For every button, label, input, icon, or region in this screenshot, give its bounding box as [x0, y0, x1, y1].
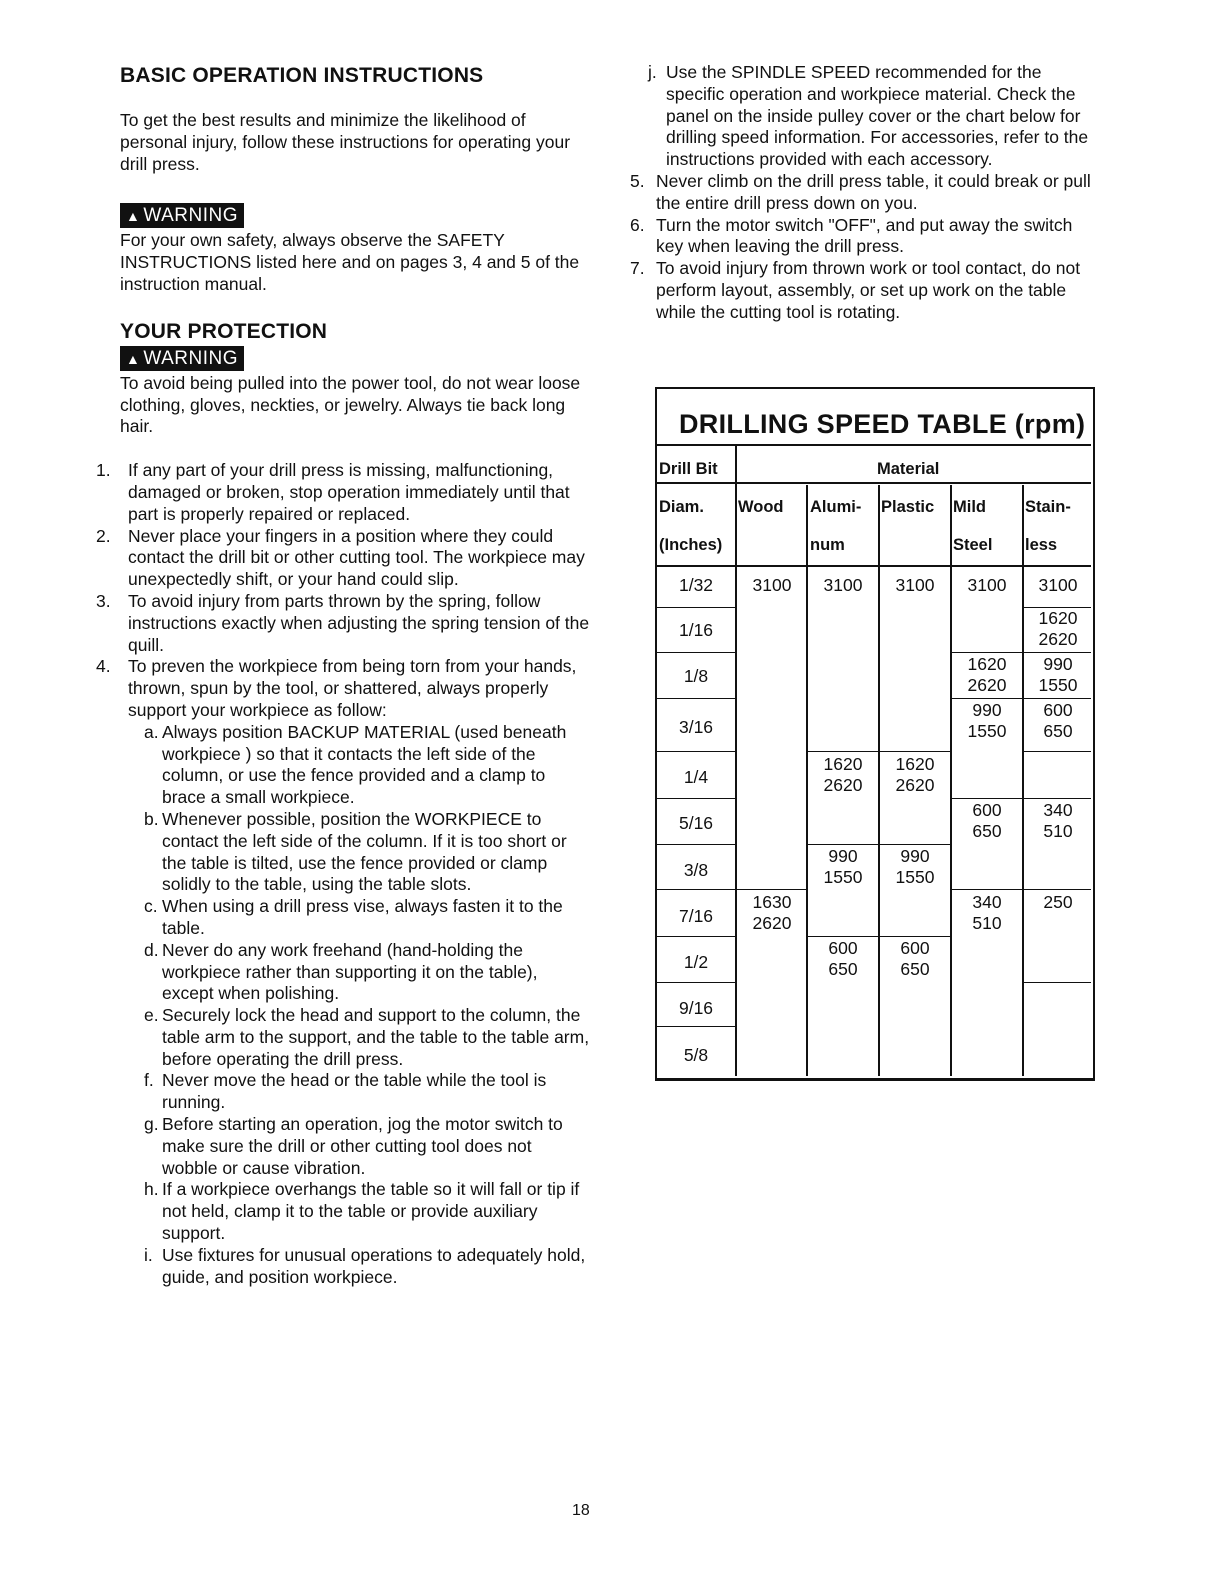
speed-value: 3100 — [752, 575, 792, 595]
list-item: 1. If any part of your drill press is missing, malfunctioning, damaged or broken, stop operation immediately until that part is properly repaired or replaced. — [96, 460, 570, 524]
list-item: 4. To preven the workpiece from being torn from your hands, thrown, spun by the tool, or shattered, always properly support your workpiece as follow: — [96, 656, 577, 720]
size-label: 9/16 — [678, 998, 714, 1018]
header-stainless-2: less — [1025, 536, 1058, 554]
speed-value: 600 — [972, 800, 1002, 820]
size-label: 1/4 — [683, 767, 709, 787]
speed-value: 2620 — [752, 913, 792, 933]
size-label: 5/8 — [683, 1045, 709, 1065]
list-item: j. Use the SPINDLE SPEED recommended for the specific operation and workpiece material. Check the panel on the inside pulley cover or the chart below for drilling speed information. For accessories, refer to the instructions provided with each accessory. — [648, 62, 1089, 170]
instruction-list — [96, 460, 590, 722]
speed-value: 2620 — [967, 675, 1007, 695]
band-rule — [951, 889, 1091, 890]
size-label: 7/16 — [678, 906, 714, 926]
speed-value: 1550 — [823, 867, 863, 887]
size-label: 3/8 — [683, 860, 709, 880]
speed-value: 2620 — [823, 775, 863, 795]
band-rule — [807, 936, 950, 937]
speed-value: 990 — [828, 846, 858, 866]
speed-value: 1620 — [823, 754, 863, 774]
left-column — [96, 62, 590, 1288]
row-rule — [657, 889, 735, 890]
speed-value: 990 — [1043, 654, 1073, 674]
speed-value: 3100 — [967, 575, 1007, 595]
speed-value: 650 — [1043, 721, 1073, 741]
warning-label: WARNING — [143, 205, 238, 227]
col-rule — [950, 485, 952, 1076]
speed-value: 1550 — [895, 867, 935, 887]
speed-value: 600 — [1043, 700, 1073, 720]
warning-text: For your own safety, always observe the SAFETY INSTRUCTIONS listed here and on pages 3, 4 and 5 of the instruction manual. — [120, 230, 580, 294]
warning-label: WARNING — [143, 347, 238, 369]
warning-badge — [120, 203, 590, 228]
list-item: 5. Never climb on the drill press table, it could break or pull the entire drill press down on you. — [630, 170, 1091, 213]
speed-value: 650 — [828, 959, 858, 979]
size-label: 1/16 — [678, 620, 714, 640]
list-item: g. Before starting an operation, jog the motor switch to make sure the drill or other cutting tool does not wobble or cause vibration. — [144, 1114, 563, 1178]
row-rule — [657, 1026, 735, 1027]
speed-value: 1620 — [967, 654, 1007, 674]
row-rule — [657, 798, 735, 799]
header-diam: Diam. — [659, 498, 704, 516]
header-inches: (Inches) — [659, 536, 723, 554]
speed-value: 250 — [1043, 892, 1073, 912]
header-wood: Wood — [738, 498, 784, 516]
list-item: e. Securely lock the head and support to the column, the table arm to the support, and the table to the table arm, before operating the drill press. — [144, 1005, 590, 1069]
band-rule — [951, 698, 1091, 699]
header-drill-bit: Drill Bit — [659, 460, 718, 478]
speed-value: 650 — [900, 959, 930, 979]
row-rule — [657, 698, 735, 699]
list-item: d. Never do any work freehand (hand-holding the workpiece rather than supporting it on the table), except when polishing. — [144, 939, 538, 1004]
row-rule — [657, 844, 735, 845]
warning-triangle-icon: ▲ — [126, 350, 141, 367]
warning-badge-2 — [120, 346, 590, 371]
speed-value: 650 — [972, 821, 1002, 841]
band-rule — [807, 751, 950, 752]
drilling-speed-table — [655, 387, 1095, 1081]
protection-text: To avoid being pulled into the power tool, do not wear loose clothing, gloves, neckties, or jewelry. Always tie back long hair. — [120, 372, 581, 437]
speed-value: 990 — [900, 846, 930, 866]
list-item: 7. To avoid injury from thrown work or tool contact, do not perform layout, assembly, or set up work on the table while the cutting tool is rotating. — [630, 258, 1081, 322]
protection-title: YOUR PROTECTION — [120, 319, 328, 343]
speed-value: 3100 — [1038, 575, 1078, 595]
speed-value: 1620 — [895, 754, 935, 774]
speed-value: 1630 — [752, 892, 792, 912]
band-rule — [1023, 982, 1091, 983]
band-rule — [807, 844, 950, 845]
list-item: 2. Never place your fingers in a position where they could contact the drill bit or other cutting tool. The workpiece may unexpectedly shift, or your hand could slip. — [96, 525, 585, 590]
header-rule — [657, 482, 1091, 484]
header-mild-2: Steel — [953, 536, 993, 554]
list-item: 3. To avoid injury from parts thrown by the spring, follow instructions exactly when adjusting the spring tension of the quill. — [96, 590, 590, 655]
page-number: 18 — [572, 1502, 590, 1519]
header-stainless: Stain- — [1025, 498, 1071, 516]
sub-instruction-list-cont — [630, 62, 1100, 171]
intro-paragraph: To get the best results and minimize the likelihood of personal injury, follow these instructions for operating your drill press. — [120, 110, 571, 174]
list-item: 6. Turn the motor switch "OFF", and put away the switch key when leaving the drill press. — [630, 214, 1073, 257]
size-label: 5/16 — [678, 813, 714, 833]
band-rule — [1023, 751, 1091, 752]
header-material: Material — [877, 460, 940, 478]
speed-value: 340 — [972, 892, 1002, 912]
band-rule — [951, 798, 1091, 799]
list-item: i. Use fixtures for unusual operations to adequately hold, guide, and position workpiece. — [144, 1244, 586, 1287]
row-rule — [657, 652, 735, 653]
band-rule — [736, 889, 806, 890]
speed-value: 990 — [972, 700, 1002, 720]
speed-value: 510 — [1043, 821, 1073, 841]
instruction-list-cont — [630, 170, 1100, 324]
speed-value: 600 — [900, 938, 930, 958]
list-item: c. When using a drill press vise, always fasten it to the table. — [144, 896, 563, 938]
size-label: 3/16 — [678, 717, 714, 737]
list-item: f. Never move the head or the table while the tool is running. — [144, 1070, 547, 1113]
list-item: b. Whenever possible, position the WORKPIECE to contact the left side of the column. If it is too short or the table is tilted, use the fence provided or clamp solidly to the table, using the table slots. — [144, 808, 567, 895]
header-plastic: Plastic — [881, 498, 935, 516]
basic-operation-title: BASIC OPERATION INSTRUCTIONS — [120, 64, 484, 87]
speed-table-title: DRILLING SPEED TABLE (rpm) — [679, 409, 1086, 439]
body-rule — [657, 565, 1091, 567]
speed-value: 3100 — [823, 575, 863, 595]
col-rule — [735, 444, 737, 1076]
speed-value: 340 — [1043, 800, 1073, 820]
speed-value: 2620 — [1038, 629, 1078, 649]
speed-value: 1550 — [967, 721, 1007, 741]
speed-value: 1550 — [1038, 675, 1078, 695]
right-column — [630, 62, 1100, 324]
header-mild: Mild — [953, 498, 986, 516]
header-aluminum: Alumi- — [810, 498, 862, 516]
warning-triangle-icon: ▲ — [126, 208, 141, 225]
speed-value: 1620 — [1038, 608, 1078, 628]
row-rule — [657, 982, 735, 983]
row-rule — [657, 936, 735, 937]
row-rule — [657, 607, 735, 608]
list-item: a. Always position BACKUP MATERIAL (used beneath workpiece ) so that it contacts the left side of the column, or use the fence provided and a clamp to brace a small workpiece. — [144, 721, 567, 808]
title-rule — [657, 444, 1091, 446]
size-label: 1/2 — [683, 952, 709, 972]
list-item: h. If a workpiece overhangs the table so it will fall or tip if not held, clamp it to the table or provide auxiliary support. — [144, 1179, 580, 1244]
speed-value: 510 — [972, 913, 1002, 933]
size-label: 1/8 — [683, 666, 709, 686]
size-label: 1/32 — [678, 575, 714, 595]
speed-value: 3100 — [895, 575, 935, 595]
band-rule — [951, 652, 1091, 653]
speed-value: 2620 — [895, 775, 935, 795]
col-rule — [1022, 485, 1024, 1076]
header-aluminum-2: num — [810, 536, 845, 554]
speed-value: 600 — [828, 938, 858, 958]
row-rule — [657, 751, 735, 752]
sub-instruction-list — [124, 722, 590, 1289]
